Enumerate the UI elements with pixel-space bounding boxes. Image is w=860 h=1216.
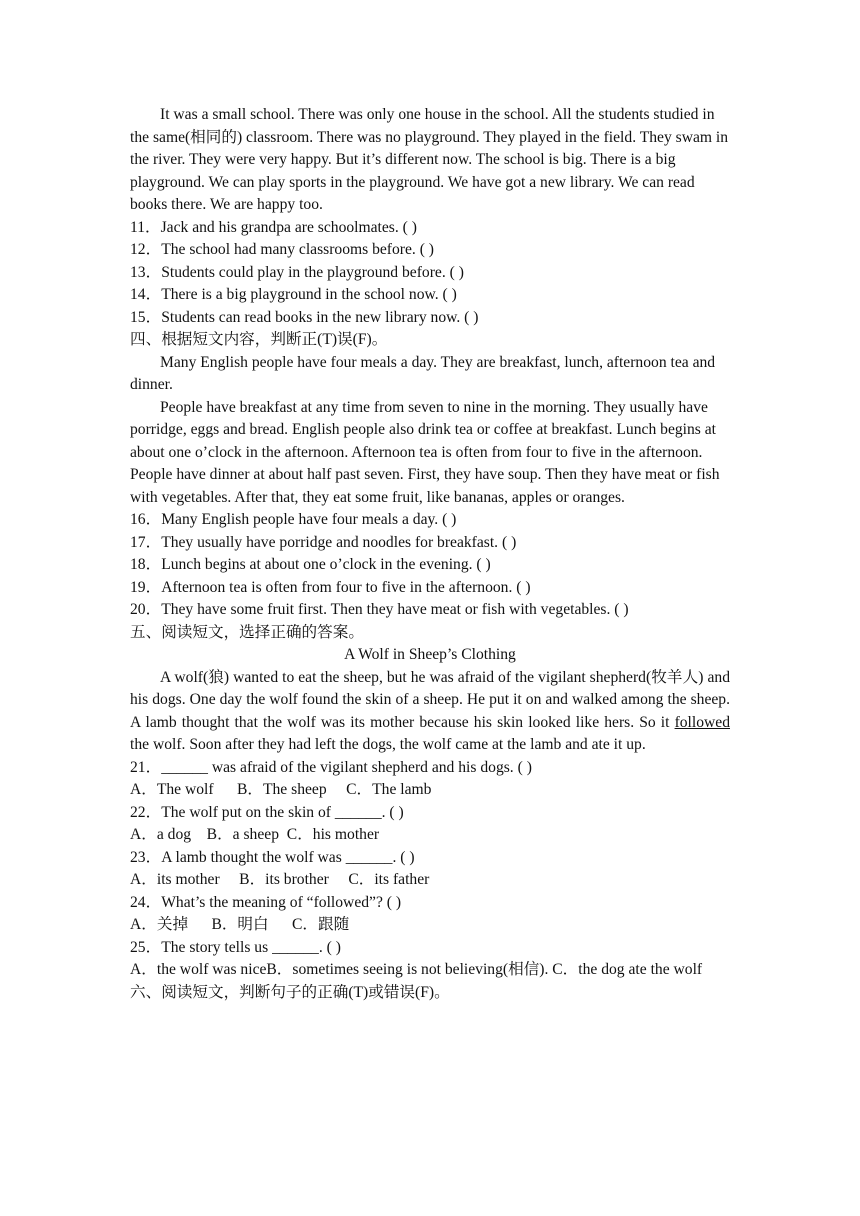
worksheet-page — [130, 104, 730, 1004]
question-24-options — [130, 914, 730, 937]
section-5-heading: 五、阅读短文，选择正确的答案。 — [130, 623, 364, 641]
question-19: 19．Afternoon tea is often from four to five in the afternoon. ( ) — [130, 578, 531, 596]
question-25-options: A．the wolf was niceB．sometimes seeing is not believing(相信). C．the dog ate the wolf — [130, 961, 703, 978]
question-15: 15．Students can read books in the new library now. ( ) — [130, 308, 479, 326]
question-23-options — [130, 869, 730, 892]
option-c: C．its father — [348, 871, 430, 888]
option-a: A．its mother — [130, 871, 220, 888]
question-11: 11．Jack and his grandpa are schoolmates. ( ) — [130, 218, 417, 236]
passage-meals-intro: Many English people have four meals a day. They are breakfast, lunch, afternoon tea and dinner. — [130, 353, 716, 393]
question-25: 25．The story tells us ______. ( ) — [130, 938, 341, 956]
question-22: 22．The wolf put on the skin of ______. ( ) — [130, 803, 404, 821]
option-a: A．a dog — [130, 826, 192, 843]
section-6-heading: 六、阅读短文，判断句子的正确(T)或错误(F)。 — [130, 983, 450, 1001]
question-14: 14．There is a big playground in the school now. ( ) — [130, 286, 457, 303]
question-16: 16．Many English people have four meals a day. ( ) — [130, 511, 457, 528]
question-22-options — [130, 824, 730, 847]
option-b: B．明白 — [211, 916, 269, 933]
option-b: B．The sheep — [236, 781, 327, 798]
option-a: A．The wolf — [130, 781, 214, 798]
question-12: 12．The school had many classrooms before. ( ) — [130, 241, 434, 258]
question-21-options — [130, 779, 730, 802]
question-18: 18．Lunch begins at about one o’clock in the evening. ( ) — [130, 556, 491, 573]
story-text-after: the wolf. Soon after they had left the dogs, the wolf came at the lamb and ate it up. — [130, 736, 646, 753]
option-c: C．The lamb — [346, 781, 432, 798]
question-13: 13．Students could play in the playground before. ( ) — [130, 263, 464, 281]
question-17: 17．They usually have porridge and noodles for breakfast. ( ) — [130, 533, 517, 551]
passage-school: It was a small school. There was only one house in the school. All the students studied in the same(相同的) classroom. There was no playground. They played in the field. They swam in the river. They were very happy. But it’s different now. The school is big. There is a big playground. We can play sports in the playground. We have got a new library. We can read books there. We are happy too. — [130, 106, 729, 213]
story-text — [130, 667, 730, 757]
option-a: A．关掉 — [130, 916, 189, 933]
story-underlined-word: followed — [674, 713, 730, 731]
section-4-heading: 四、根据短文内容，判断正(T)误(F)。 — [130, 331, 388, 348]
option-c: C．his mother — [286, 826, 380, 843]
question-23: 23．A lamb thought the wolf was ______. ( ) — [130, 848, 415, 866]
story-title: A Wolf in Sheep’s Clothing — [344, 646, 516, 663]
passage-meals-body: People have breakfast at any time from seven to nine in the morning. They usually have porridge, eggs and bread. English people also drink tea or coffee at breakfast. Lunch begins at about one o’clock in the afternoon. Afternoon tea is often from four to five in the afternoon. People have dinner at about half past seven. First, they have soup. Then they have meat or fish with vegetables. After that, they eat some fruit, like bananas, apples or oranges. — [130, 398, 720, 506]
question-24: 24．What’s the meaning of “followed”? ( ) — [130, 893, 402, 911]
story-text-before: A wolf(狼) wanted to eat the sheep, but he was afraid of the vigilant shepherd(牧羊人) and his dogs. One day the wolf found the skin of a sheep. He put it on and walked among the sheep. A lamb thought that the wolf was its mother because his skin looked like hers. So it — [130, 668, 730, 731]
question-21: 21．______ was afraid of the vigilant shepherd and his dogs. ( ) — [130, 758, 532, 776]
option-c: C．跟随 — [292, 916, 350, 933]
option-b: B．its brother — [239, 871, 329, 888]
option-b: B．a sheep — [206, 826, 279, 843]
question-20: 20．They have some fruit first. Then they have meat or fish with vegetables. ( ) — [130, 601, 629, 618]
